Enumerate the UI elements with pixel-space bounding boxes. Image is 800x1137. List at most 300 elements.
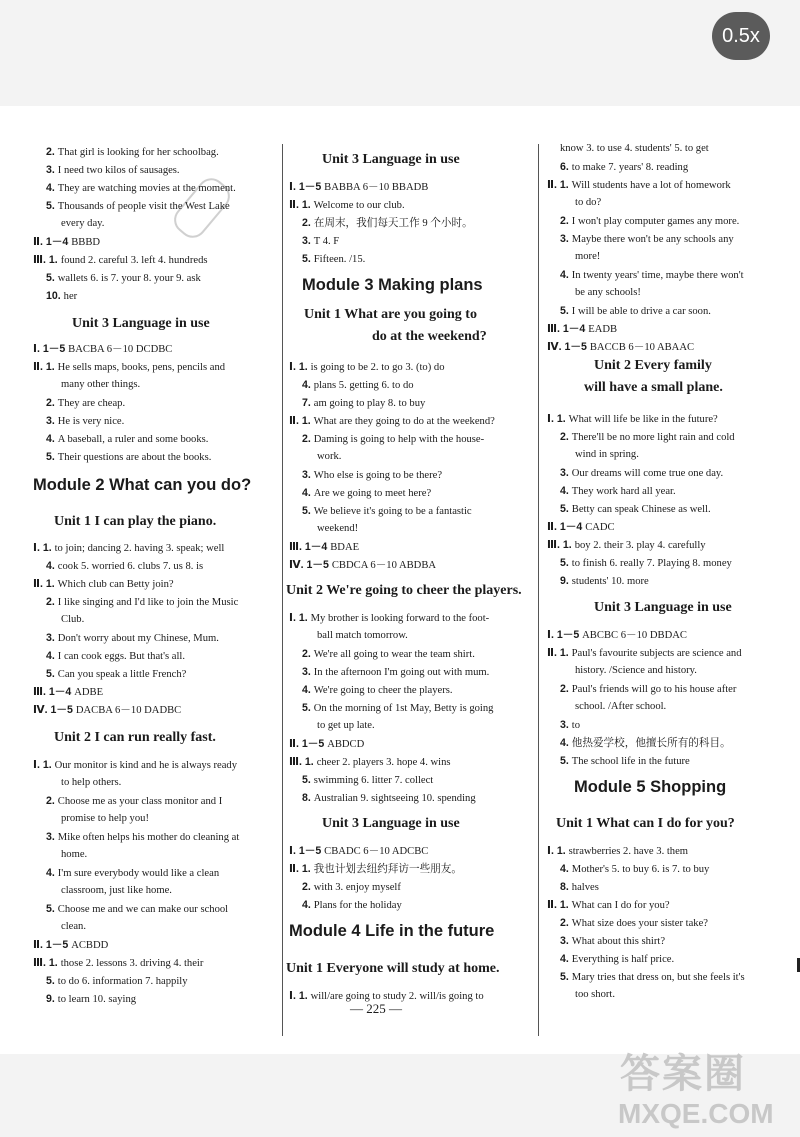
answer-line [547,412,718,427]
answer-number: Ⅱ. 1. [33,578,58,590]
answer-number: 2. [46,596,58,608]
unit-heading: Unit 1 What are you going to [304,307,477,322]
answer-line [33,541,224,556]
left-column [28,106,278,1054]
answer-text: promise to help you! [61,813,149,824]
answer-line [547,178,731,193]
answer-number: 3. [560,467,572,479]
answer-number: 9. [46,993,58,1005]
answer-text: her [63,291,78,302]
unit-heading: Unit 2 We're going to cheer the players. [286,583,522,598]
answer-number: Ⅱ. 1－4 [33,236,72,248]
answer-number: Ⅱ. 1. [547,647,572,659]
answer-number: 5. [46,272,58,284]
answer-number: 4. [46,433,58,445]
answer-text: Can you speak a little French? [57,669,187,680]
answer-number: 3. [302,235,314,247]
answer-text: What size does your sister take? [571,918,708,929]
answer-line [560,574,649,589]
answer-line [46,396,125,411]
answer-number: 7. [302,397,314,409]
answer-number: 2. [302,217,314,229]
answer-number: 3. [560,233,572,245]
answer-text: history. /Science and history. [575,665,697,676]
answer-number: 3. [560,935,572,947]
answer-text: am going to play 8. to buy [313,398,426,409]
answer-number: Ⅳ. 1－5 [289,559,332,571]
answer-text: I'm sure everybody would like a clean [57,868,220,879]
answer-text: Fifteen. /15. [313,254,366,265]
answer-number: Ⅲ. 1－4 [289,541,331,553]
answer-line [61,884,172,898]
answer-line [560,304,711,319]
answer-line [61,613,84,627]
answer-number: Ⅳ. 1－5 [33,704,76,716]
answer-text: those 2. lessons 3. driving 4. their [60,958,204,969]
answer-number: 4. [560,485,572,497]
answer-text: Their questions are about the books. [57,452,212,463]
answer-number: Ⅰ. 1. [547,845,569,857]
answer-number: Ⅲ. 1. [33,254,61,266]
answer-text: Our monitor is kind and he is always ready [54,760,238,771]
answer-text: What are they going to do at the weekend? [313,416,495,427]
answer-line [33,235,100,250]
answer-line [302,504,472,519]
answer-line [289,611,489,626]
answer-line [560,862,709,877]
answer-text: to get up late. [317,720,375,731]
answer-number: 4. [302,487,314,499]
answer-text: Australian 9. sightseeing 10. spending [313,793,476,804]
answer-text: Betty can speak Chinese as well. [571,504,711,515]
answer-number: 4. [302,379,314,391]
answer-number: Ⅰ. 1. [289,361,311,373]
answer-text: I will be able to drive a car soon. [571,306,711,317]
answer-line [289,862,462,877]
answer-line [46,830,239,845]
unit-heading: do at the weekend? [372,329,487,344]
answer-line [560,430,735,445]
answer-text: Everything is half price. [571,954,675,965]
answer-text: We believe it's going to be a fantastic [313,506,472,517]
answer-text: more! [575,251,601,262]
answer-text: strawberries 2. have 3. them [568,846,689,857]
answer-line [46,271,201,286]
answer-text: Plans for the holiday [313,900,402,911]
answer-line [46,974,188,989]
unit-heading: Unit 1 I can play the piano. [54,514,217,529]
answer-text: I need two kilos of sausages. [57,165,180,176]
answer-text: Welcome to our club. [313,200,405,211]
answer-text: They work hard all year. [571,486,676,497]
answer-number: 6. [560,161,572,173]
answer-number: 8. [302,792,314,804]
answer-line [547,520,615,535]
answer-number: 5. [46,975,58,987]
answer-line [302,647,475,662]
answer-text: Paul's friends will go to his house after [571,684,737,695]
answer-number: 2. [46,795,58,807]
answer-number: Ⅱ. 1－4 [547,521,586,533]
answer-number: Ⅱ. 1. [289,863,314,875]
watermark-url: MXQE.COM [618,1098,774,1129]
answer-text: They are cheap. [57,398,126,409]
answer-text: cook 5. worried 6. clubs 7. us 8. is [57,561,204,572]
answer-text: Paul's favourite subjects are science and [571,648,742,659]
answer-line [560,268,744,283]
answer-line [575,664,697,678]
answer-line [46,163,180,178]
answer-text: Mary tries that dress on, but she feels it's [571,972,745,983]
answer-number: 4. [302,684,314,696]
answer-line [61,378,140,392]
answer-line [61,217,104,231]
answer-text: ABCBC 6－10 DBDAC [582,630,687,641]
answer-number: Ⅱ. 1. [289,199,314,211]
watermark-brand: 答案圈 [620,1052,746,1096]
answer-line [46,595,238,610]
answer-line [560,952,674,967]
answer-line [560,934,665,949]
answer-number: Ⅱ. 1. [547,179,572,191]
answer-line [560,736,731,751]
answer-number: 4. [560,269,572,281]
answer-line [560,502,711,517]
answer-text: classroom, just like home. [61,885,172,896]
answer-line [302,486,431,501]
answer-number: Ⅱ. 1－5 [33,939,72,951]
answer-line [560,682,736,697]
answer-number: 2. [560,431,572,443]
module-heading: Module 4 Life in the future [289,922,495,940]
answer-text: know 3. to use 4. students' 5. to get [560,143,709,154]
answer-number: 2. [560,215,572,227]
answer-text: wallets 6. is 7. your 8. your 9. ask [57,273,201,284]
answer-line [547,898,670,913]
answer-number: 4. [560,737,572,749]
answer-text: DACBA 6－10 DADBC [75,705,182,716]
middle-column [286,106,536,1054]
answer-text: Club. [61,614,85,625]
answer-line [302,880,401,895]
answer-number: Ⅰ. 1－5 [547,629,583,641]
answer-text: Thousands of people visit the West Lake [57,201,230,212]
answer-line [302,396,425,411]
answer-text: What will life be like in the future? [568,414,718,425]
answer-text: Maybe there won't be any schools any [571,234,734,245]
answer-line [302,773,433,788]
answer-text: BBBD [71,237,101,248]
answer-text: work. [317,451,342,462]
answer-text: CBADC 6－10 ADCBC [324,846,429,857]
answer-line [302,252,365,267]
unit-heading: Unit 3 Language in use [594,600,732,615]
answer-text: to do? [575,197,602,208]
right-column [544,106,796,1054]
answer-line [46,432,208,447]
answer-line [46,145,219,160]
answer-number: 4. [46,650,58,662]
zoom-button[interactable]: 0.5x [712,12,770,60]
unit-heading: Unit 2 I can run really fast. [54,730,216,745]
answer-text: BABBA 6－10 BBADB [324,182,429,193]
unit-heading: Unit 3 Language in use [72,316,210,331]
answer-line [302,898,402,913]
answer-line [61,776,121,790]
answer-number: 5. [560,557,572,569]
answer-number: 2. [46,146,58,158]
answer-line [560,718,580,733]
answer-text: Choose me and we can make our school [57,904,229,915]
answer-number: 2. [302,881,314,893]
answer-line [560,232,734,247]
answer-line [33,577,174,592]
answer-text: Mike often helps his mother do cleaning at [57,832,240,843]
answer-text: home. [61,849,88,860]
answer-text: ball match tomorrow. [317,630,408,641]
answer-line [289,755,451,770]
answer-line [46,794,222,809]
answer-line [46,902,228,917]
answer-number: 2. [560,683,572,695]
answer-number: 5. [302,702,314,714]
answer-number: Ⅰ. 1－5 [289,845,325,857]
answer-text: 他热爱学校，他擅长所有的科目。 [571,738,731,749]
answer-text: We're going to cheer the players. [313,685,453,696]
answer-number: Ⅰ. 1. [289,990,311,1002]
answer-text: boy 2. their 3. play 4. carefully [574,540,706,551]
viewer-toolbar [0,0,800,106]
answer-text: Who else is going to be there? [313,470,443,481]
answer-text: many other things. [61,379,141,390]
answer-line [317,719,375,733]
answer-text: clean. [61,921,86,932]
answer-number: 5. [560,305,572,317]
answer-line [46,181,236,196]
answer-text: to learn 10. saying [57,994,137,1005]
answer-number: 2. [46,397,58,409]
answer-number: 5. [560,503,572,515]
answer-number: 3. [302,666,314,678]
answer-line [46,414,124,429]
answer-text: school. /After school. [575,701,667,712]
answer-text: swimming 6. litter 7. collect [313,775,434,786]
answer-text: He is very nice. [57,416,125,427]
answer-line [560,916,708,931]
answer-line [46,649,185,664]
answer-number: 5. [560,971,572,983]
answer-number: 9. [560,575,572,587]
page-number: — 225 — [350,1001,402,1016]
answer-text: students' 10. more [571,576,649,587]
answer-number: 3. [46,831,58,843]
answer-line [302,432,484,447]
answer-line [46,559,203,574]
answer-text: wind in spring. [575,449,639,460]
answer-number: 3. [46,415,58,427]
answer-line [575,250,600,264]
answer-number: 10. [46,290,64,302]
answer-line [560,484,676,499]
answer-text: BDAE [330,542,360,553]
answer-text: weekend! [317,523,359,534]
answer-line [547,844,688,859]
answer-number: 5. [46,200,58,212]
answer-line [46,667,186,682]
answer-line [547,646,742,661]
answer-line [61,812,149,826]
module-heading: Module 3 Making plans [302,276,483,294]
answer-text: In the afternoon I'm going out with mum. [313,667,490,678]
answer-number: 5. [46,451,58,463]
answer-text: Will students have a lot of homework [571,180,731,191]
answer-text: Daming is going to help with the house- [313,434,485,445]
answer-number: 4. [46,560,58,572]
answer-number: Ⅰ. 1. [547,413,569,425]
answer-line [302,791,476,806]
answer-line [302,216,473,231]
answer-line [560,466,723,481]
answer-text: I won't play computer games any more. [571,216,740,227]
answer-line [289,558,436,573]
answer-text: to finish 6. really 7. Playing 8. money [571,558,732,569]
answer-text: Choose me as your class monitor and I [57,796,223,807]
answer-text: to help others. [61,777,122,788]
answer-line [560,970,745,985]
answer-line [560,142,709,156]
answer-number: Ⅱ. 1. [289,415,314,427]
answer-number: 4. [560,863,572,875]
answer-number: 3. [302,469,314,481]
answer-line [289,360,445,375]
answer-line [289,737,364,752]
answer-text: What can I do for you? [571,900,670,911]
answer-line [302,468,442,483]
answer-text: BACBA 6－10 DCDBC [68,344,173,355]
answer-line [46,450,211,465]
answer-line [317,522,358,536]
answer-line [575,988,615,1002]
answer-number: 2. [560,917,572,929]
answer-line [289,844,428,859]
answer-line [33,956,203,971]
answer-line [289,540,359,555]
answer-line [46,199,230,214]
answer-text: EADB [588,324,618,335]
answer-text: ABDCD [327,739,365,750]
answer-number: 4. [46,182,58,194]
answer-number: 4. [46,867,58,879]
answer-line [289,198,405,213]
answer-number: Ⅲ. 1. [33,957,61,969]
answer-line [302,701,493,716]
answer-text: We're all going to wear the team shirt. [313,649,475,660]
answer-number: Ⅱ. 1－5 [289,738,328,750]
answer-text: to make 7. years' 8. reading [571,162,689,173]
answer-number: 4. [560,953,572,965]
answer-line [547,322,617,337]
answer-line [317,629,408,643]
answer-text: T 4. F [313,236,340,247]
answer-text: On the morning of 1st May, Betty is going [313,703,494,714]
answer-text: There'll be no more light rain and cold [571,432,735,443]
answer-line [575,700,666,714]
answer-text: every day. [61,218,105,229]
answer-text: CADC [585,522,615,533]
answer-line [289,414,495,429]
answer-line [575,286,641,300]
answer-text: Our dreams will come true one day. [571,468,724,479]
answer-text: What about this shirt? [571,936,666,947]
column-divider [538,144,539,1036]
answer-line [547,538,706,553]
answer-line [575,448,639,462]
answer-text: will/are going to study 2. will/is going to [310,991,484,1002]
answer-line [33,938,108,953]
answer-text: 在周末，我们每天工作 9 个小时。 [313,218,473,229]
module-heading: Module 5 Shopping [574,778,727,796]
answer-line [560,880,599,895]
answer-text: to join; dancing 2. having 3. speak; well [54,543,225,554]
answer-text: The school life in the future [571,756,690,767]
answer-text: to [571,720,581,731]
answer-text: My brother is looking forward to the foot- [310,613,490,624]
answer-text: cheer 2. players 3. hope 4. wins [316,757,451,768]
answer-line [33,703,181,718]
answer-line [33,360,225,375]
answer-text: too short. [575,989,616,1000]
answer-line [46,992,136,1007]
answer-text: Don't worry about my Chinese, Mum. [57,633,219,644]
answer-text: Are we going to meet here? [313,488,432,499]
answer-text: Mother's 5. to buy 6. is 7. to buy [571,864,710,875]
answer-key-page [0,106,800,1054]
answer-number: 2. [302,648,314,660]
answer-line [575,196,601,210]
answer-text: is going to be 2. to go 3. (to) do [310,362,445,373]
answer-number: 3. [46,164,58,176]
answer-line [302,665,489,680]
answer-text: They are watching movies at the moment. [57,183,236,194]
answer-number: 5. [46,668,58,680]
answer-text: He sells maps, books, pens, pencils and [57,362,226,373]
answer-number: Ⅲ. 1. [547,539,575,551]
answer-line [46,866,219,881]
module-heading: Module 2 What can you do? [33,476,252,494]
answer-line [560,754,690,769]
answer-text: I like singing and I'd like to join the Music [57,597,239,608]
unit-heading: Unit 3 Language in use [322,816,460,831]
answer-text: 我也计划去纽约拜访一些朋友。 [313,864,462,875]
answer-number: 4. [302,899,314,911]
answer-number: 5. [302,774,314,786]
answer-number: 5. [302,505,314,517]
answer-number: Ⅲ. 1－4 [547,323,589,335]
answer-line [547,340,694,355]
answer-line [46,631,219,646]
answer-number: Ⅰ. 1－5 [289,181,325,193]
answer-line [61,920,86,934]
unit-heading: Unit 1 What can I do for you? [556,816,735,831]
unit-heading: Unit 1 Everyone will study at home. [286,961,500,976]
answer-text: Which club can Betty join? [57,579,174,590]
answer-text: be any schools! [575,287,641,298]
answer-number: Ⅰ. 1. [289,612,311,624]
answer-line [547,628,687,643]
answer-number: 3. [560,719,572,731]
answer-number: Ⅰ. 1－5 [33,343,69,355]
answer-number: 8. [560,881,572,893]
